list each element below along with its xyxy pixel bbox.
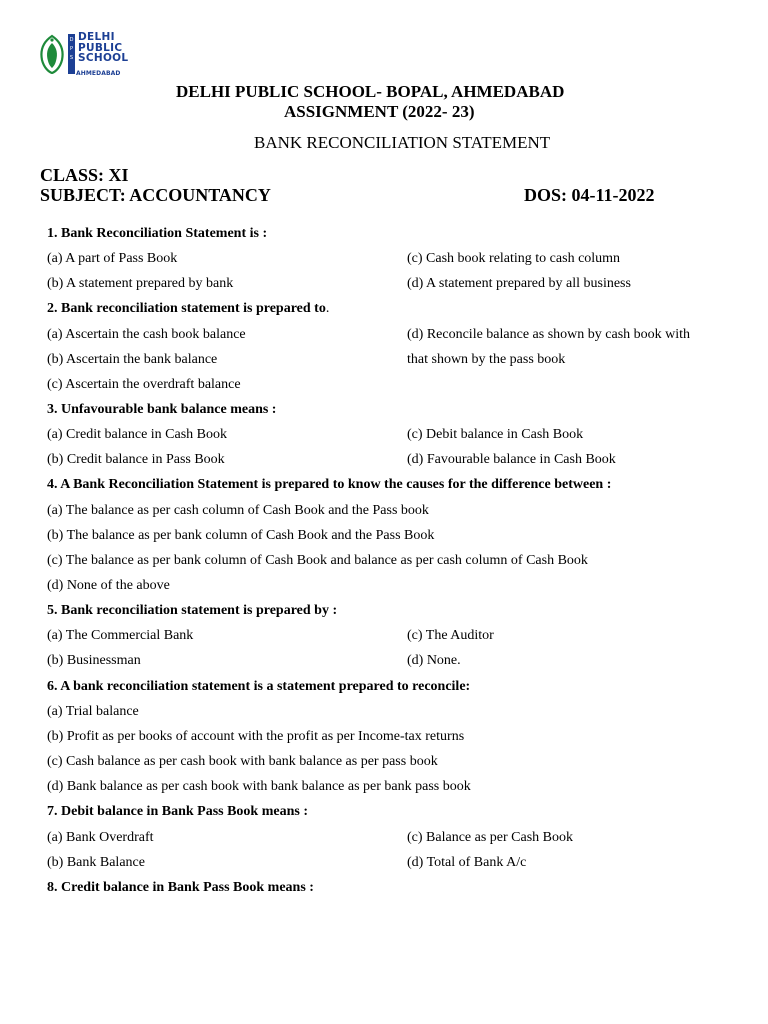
q7-option-d: (d) Total of Bank A/c: [407, 855, 527, 870]
q1-option-d: (d) A statement prepared by all business: [407, 276, 631, 291]
question-7: 7. Debit balance in Bank Pass Book means :: [47, 804, 308, 819]
logo-city: AHMEDABAD: [76, 70, 121, 77]
topic-title: BANK RECONCILIATION STATEMENT: [254, 133, 551, 152]
question-4: 4. A Bank Reconciliation Statement is prepared to know the causes for the difference between :: [47, 477, 612, 492]
dps-lamp-crest-icon: [38, 34, 66, 74]
school-logo: [38, 31, 129, 80]
q2-option-b: (b) Ascertain the bank balance: [47, 352, 218, 367]
question-8: 8. Credit balance in Bank Pass Book means :: [47, 880, 314, 895]
q2-option-c: (c) Ascertain the overdraft balance: [47, 377, 241, 392]
logo-line-2: PUBLIC: [78, 41, 123, 54]
q7-option-a: (a) Bank Overdraft: [47, 830, 154, 845]
q5-option-c: (c) The Auditor: [407, 628, 494, 643]
logo-vertical-bar: D P S: [68, 34, 75, 74]
q1-option-c: (c) Cash book relating to cash column: [407, 251, 621, 266]
question-2-period: .: [325, 301, 330, 316]
date-of-submission: DOS: 04-11-2022: [524, 185, 655, 205]
q3-option-b: (b) Credit balance in Pass Book: [47, 452, 225, 467]
q7-option-b: (b) Bank Balance: [47, 855, 145, 870]
q4-option-c: (c) The balance as per bank column of Cash Book and balance as per cash column of Cash Book: [47, 553, 588, 568]
question-3: 3. Unfavourable bank balance means :: [47, 402, 277, 417]
subject-label: SUBJECT: ACCOUNTANCY: [40, 185, 271, 205]
q7-option-c: (c) Balance as per Cash Book: [407, 830, 573, 845]
q2-option-d-line2: that shown by the pass book: [407, 352, 566, 367]
q1-option-b: (b) A statement prepared by bank: [47, 276, 234, 291]
q4-option-b: (b) The balance as per bank column of Cash Book and the Pass Book: [47, 528, 435, 543]
assignment-title: ASSIGNMENT (2022- 23): [284, 102, 475, 121]
q5-option-a: (a) The Commercial Bank: [47, 628, 194, 643]
question-2-text: 2. Bank reconciliation statement is prepared to: [47, 301, 326, 316]
question-2: [47, 301, 329, 317]
logo-wordmark: [78, 32, 128, 64]
q6-option-b: (b) Profit as per books of account with the profit as per Income-tax returns: [47, 729, 465, 744]
q1-option-a: (a) A part of Pass Book: [47, 251, 178, 266]
q5-option-d: (d) None.: [407, 653, 461, 668]
logo-line-1: DELHI: [78, 31, 115, 43]
q6-option-d: (d) Bank balance as per cash book with bank balance as per bank pass book: [47, 779, 471, 794]
question-1: 1. Bank Reconciliation Statement is :: [47, 226, 268, 241]
q3-option-d: (d) Favourable balance in Cash Book: [407, 452, 616, 467]
class-label: CLASS: XI: [40, 165, 129, 185]
q4-option-a: (a) The balance as per cash column of Cash Book and the Pass book: [47, 503, 429, 518]
q2-option-d-line1: (d) Reconcile balance as shown by cash book with: [407, 327, 691, 342]
q6-option-c: (c) Cash balance as per cash book with bank balance as per pass book: [47, 754, 438, 769]
q5-option-b: (b) Businessman: [47, 653, 141, 668]
logo-line-3: SCHOOL: [78, 52, 129, 64]
q3-option-a: (a) Credit balance in Cash Book: [47, 427, 228, 442]
q4-option-d: (d) None of the above: [47, 578, 170, 593]
q6-option-a: (a) Trial balance: [47, 704, 139, 719]
school-name: DELHI PUBLIC SCHOOL- BOPAL, AHMEDABAD: [176, 82, 565, 101]
q2-option-a: (a) Ascertain the cash book balance: [47, 327, 246, 342]
question-6: 6. A bank reconciliation statement is a statement prepared to reconcile:: [47, 679, 471, 694]
question-5: 5. Bank reconciliation statement is prepared by :: [47, 603, 338, 618]
q3-option-c: (c) Debit balance in Cash Book: [407, 427, 584, 442]
